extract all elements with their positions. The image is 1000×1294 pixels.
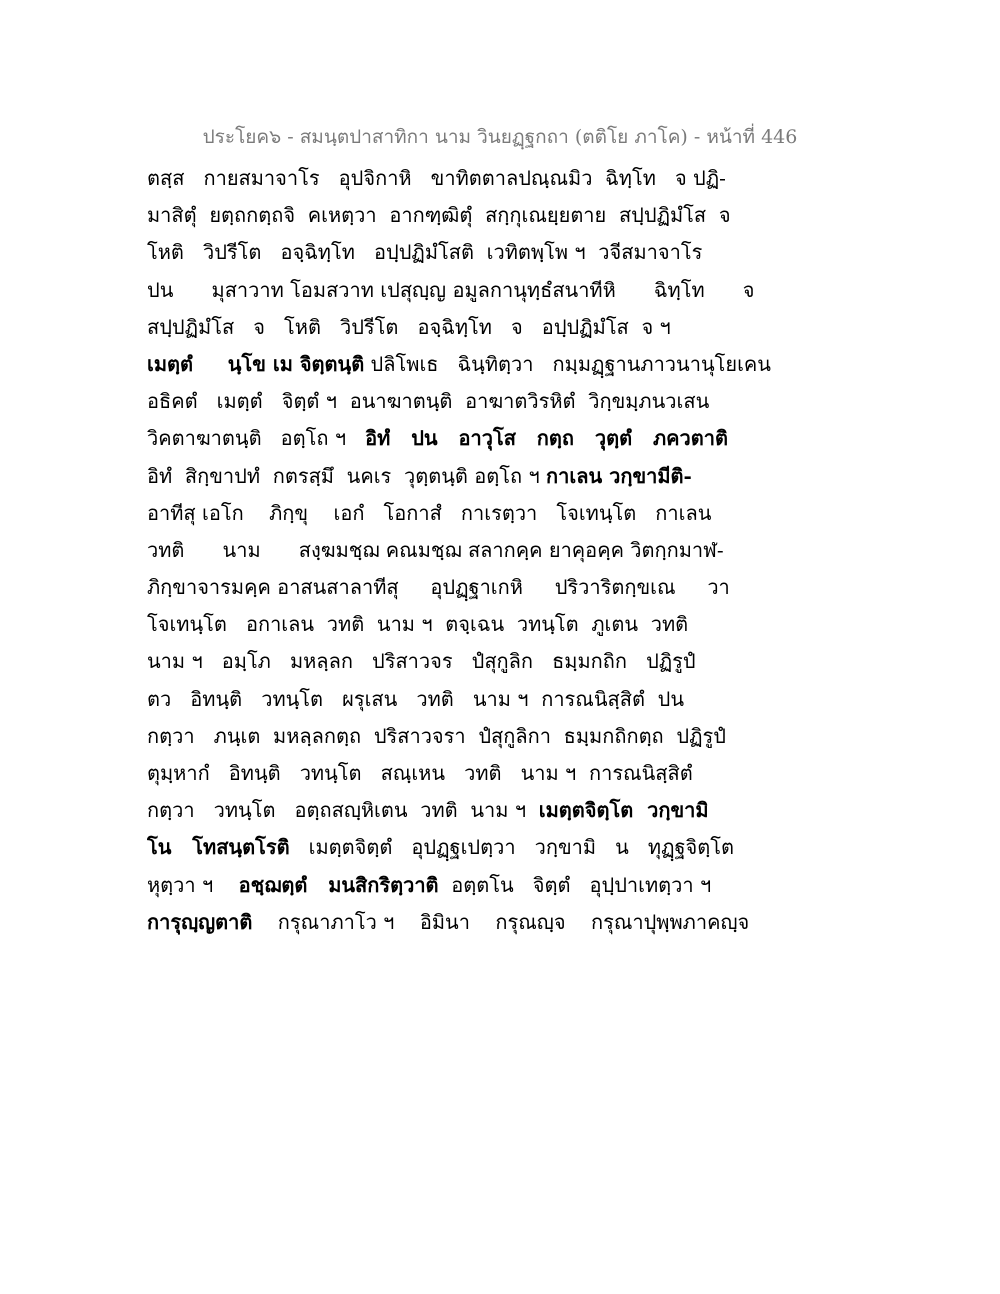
text-segment: อตฺตโน จิตฺตํ อุปฺปาเทตฺวา ฯ xyxy=(438,872,712,897)
text-line xyxy=(147,272,867,309)
text-segment: ภิกฺขาจารมคฺค อาสนสาลาทีสุ อุปฏฺฐาเกหิ ปริวาริตกฺขเณ วา xyxy=(147,575,730,600)
text-line xyxy=(147,681,867,718)
text-segment: ตว อิทนฺติ วทนฺโต ผรุเสน วทติ นาม ฯ การณนิสฺสิตํ ปน xyxy=(147,686,685,711)
text-line xyxy=(147,867,867,904)
text-segment: มาสิตุํ ยตฺถกตฺถจิ คเหตฺวา อากฑฺฒิตุํ สกฺกุเณยฺยตาย สปฺปฏิมํโส จ xyxy=(147,203,731,228)
text-segment: วิคตาฆาตนฺติ อตฺโถ ฯ xyxy=(147,426,366,451)
text-line xyxy=(147,495,867,532)
text-segment: ปน มุสาวาท โอมสวาท เปสุญฺญ อมูลกานุทฺธํสนาทีหิ ฉิทฺโท จ xyxy=(147,277,755,302)
page-header: ประโยค๖ - สมนฺตปาสาทิกา นาม วินยฏฺฐกถา (ตติโย ภาโค) - หน้าที่ 446 xyxy=(202,126,798,148)
text-line xyxy=(147,160,867,197)
text-line xyxy=(147,383,867,420)
text-segment: หุตฺวา ฯ xyxy=(147,872,239,897)
text-segment: อธิคตํ เมตฺตํ จิตฺตํ ฯ อนาฆาตนฺติ อาฆาตวิรหิตํ วิกฺขมฺภนวเสน xyxy=(147,389,710,414)
text-segment: กรุณาภาโว ฯ อิมินา กรุณญฺจ กรุณาปุพฺพภาคญฺจ xyxy=(252,909,750,934)
text-segment: อิทํ สิกฺขาปทํ กตรสฺมึ นคเร วุตฺตนฺติ อตฺโถ ฯ xyxy=(147,463,547,488)
text-segment: โจเทนฺโต อกาเลน วทติ นาม ฯ ตจฺเฉน วทนฺโต ภูเตน วทติ xyxy=(147,612,689,637)
text-segment: กตฺวา วทนฺโต อตฺถสญฺหิเตน วทติ นาม ฯ xyxy=(147,798,539,823)
text-line xyxy=(147,532,867,569)
text-line xyxy=(147,792,867,829)
text-line xyxy=(147,420,867,457)
text-segment: สปฺปฏิมํโส จ โหติ วิปรีโต อจฺฉิทฺโท จ อปฺปฏิมํโส จ ฯ xyxy=(147,314,671,339)
text-line xyxy=(147,346,867,383)
bold-term: อิทํ ปน อาวุโส กตฺถ วุตฺตํ ภควตาติ xyxy=(365,426,728,451)
bold-term: การุญฺญตาติ xyxy=(147,909,253,934)
bold-term: เมตฺตํ นฺโข เม จิตฺตนฺติ xyxy=(147,351,365,376)
text-segment: วทติ นาม สงฺฆมชฺฌ คณมชฺฌ สลากคฺค ยาคุอคฺค วิตกฺกมาฬ- xyxy=(147,537,724,562)
text-segment: อาทีสุ เอโก ภิกฺขุ เอกํ โอกาสํ กาเรตฺวา โจเทนฺโต กาเลน xyxy=(147,500,712,525)
bold-term: กาเลน วกฺขามีติ- xyxy=(546,463,692,488)
text-segment: ตุมฺหากํ อิทนฺติ วทนฺโต สณฺเหน วทติ นาม ฯ การณนิสฺสิตํ xyxy=(147,761,693,785)
text-line xyxy=(147,569,867,606)
text-line xyxy=(147,755,867,792)
text-segment: ตสฺส กายสมาจาโร อุปจิกาหิ ขาทิตตาลปณฺณมิว ฉิทฺโท จ ปฏิ- xyxy=(147,166,726,190)
text-segment: เมตฺตจิตฺตํ อุปฏฺฐเปตฺวา วกฺขามิ น ทุฏฺฐจิตฺโต xyxy=(289,835,734,860)
text-segment: โหติ วิปรีโต อจฺฉิทฺโท อปฺปฏิมํโสติ เวทิตพฺโพ ฯ วจีสมาจาโร xyxy=(147,240,703,265)
text-line xyxy=(147,234,867,271)
bold-term: เมตฺตจิตฺโต วกฺขามิ xyxy=(538,798,709,823)
body-text xyxy=(147,160,867,941)
bold-term: อชฺฌตฺตํ มนสิกริตฺวาติ xyxy=(238,872,439,897)
text-line xyxy=(147,829,867,866)
text-line xyxy=(147,718,867,755)
text-line xyxy=(147,606,867,643)
bold-term: โน โทสนฺตโรติ xyxy=(147,835,290,860)
text-segment: ปลิโพเธ ฉินฺทิตฺวา กมฺมฏฺฐานภาวนานุโยเคน xyxy=(364,351,771,376)
text-line xyxy=(147,458,867,495)
text-segment: กตฺวา ภนฺเต มหลฺลกตฺถ ปริสาวจรา ปํสุกูลิกา ธมฺมกถิกตฺถ ปฏิรูปํ xyxy=(147,723,726,748)
text-line xyxy=(147,309,867,346)
text-line xyxy=(147,904,867,941)
text-line xyxy=(147,197,867,234)
text-line xyxy=(147,643,867,680)
text-segment: นาม ฯ อมฺโภ มหลฺลก ปริสาวจร ปํสุกูลิก ธมฺมกถิก ปฏิรูปํ xyxy=(147,649,696,674)
